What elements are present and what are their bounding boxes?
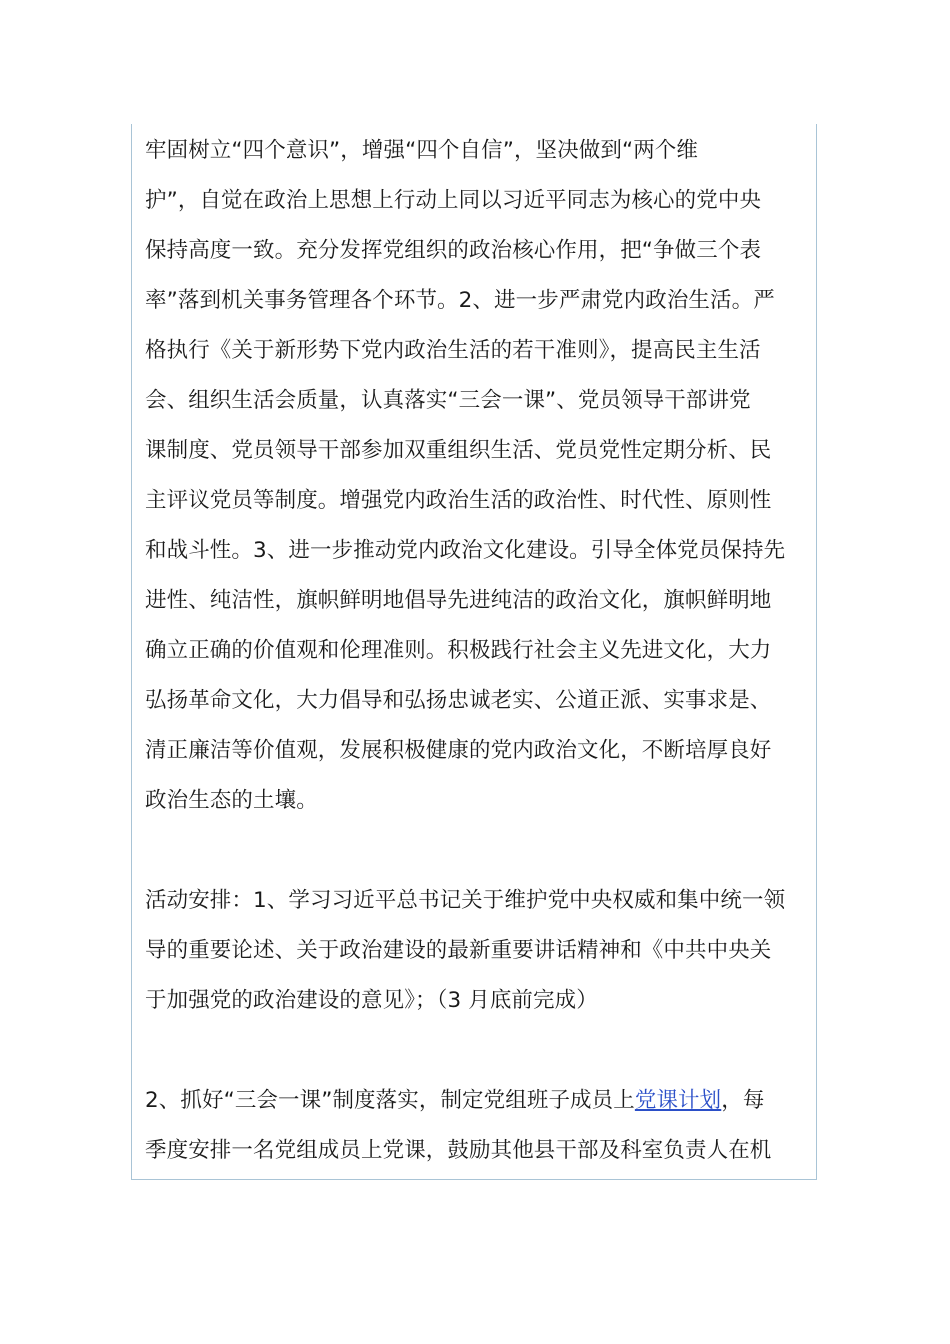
text-line: 和战斗性。3、进一步推动党内政治文化建设。引导全体党员保持先	[145, 538, 786, 563]
document-body	[145, 126, 807, 1176]
paragraph-spacer	[145, 1026, 807, 1076]
text-line: 进性、纯洁性，旗帜鲜明地倡导先进纯洁的政治文化，旗帜鲜明地	[145, 588, 772, 613]
text-line	[145, 1076, 807, 1126]
text-line: 导的重要论述、关于政治建设的最新重要讲话精神和《中共中央关	[145, 938, 772, 963]
text-line: 弘扬革命文化，大力倡导和弘扬忠诚老实、公道正派、实事求是、	[145, 688, 772, 713]
text-line: 格执行《关于新形势下党内政治生活的若干准则》，提高民主生活	[145, 338, 761, 363]
paragraph-activity-arrangement	[145, 876, 807, 1026]
paragraph-three-meetings	[145, 1076, 807, 1176]
text-line: 课制度、党员领导干部参加双重组织生活、党员党性定期分析、民	[145, 438, 772, 463]
text-line: 护”，自觉在政治上思想上行动上同以习近平同志为核心的党中央	[145, 188, 762, 213]
text-segment: ，每	[721, 1088, 765, 1113]
text-line: 季度安排一名党组成员上党课，鼓励其他县干部及科室负责人在机	[145, 1138, 772, 1163]
text-line: 保持高度一致。充分发挥党组织的政治核心作用，把“争做三个表	[145, 238, 762, 263]
paragraph-political-construction	[145, 126, 807, 826]
text-line: 牢固树立“四个意识”，增强“四个自信”，坚决做到“两个维	[145, 138, 698, 163]
text-line: 清正廉洁等价值观，发展积极健康的党内政治文化，不断培厚良好	[145, 738, 772, 763]
text-line: 确立正确的价值观和伦理准则。积极践行社会主义先进文化，大力	[145, 638, 772, 663]
text-line: 率”落到机关事务管理各个环节。2、进一步严肃党内政治生活。严	[145, 288, 775, 313]
text-segment: 2、抓好“三会一课”制度落实，制定党组班子成员上	[145, 1088, 635, 1113]
text-line: 于加强党的政治建设的意见》；（3 月底前完成）	[145, 988, 598, 1013]
text-line: 活动安排：1、学习习近平总书记关于维护党中央权威和集中统一领	[145, 888, 786, 913]
text-line: 政治生态的土壤。	[145, 788, 318, 813]
text-line: 主评议党员等制度。增强党内政治生活的政治性、时代性、原则性	[145, 488, 772, 513]
party-lesson-plan-link[interactable]: 党课计划	[634, 1088, 722, 1113]
paragraph-spacer	[145, 826, 807, 876]
text-line: 会、组织生活会质量，认真落实“三会一课”、党员领导干部讲党	[145, 388, 751, 413]
